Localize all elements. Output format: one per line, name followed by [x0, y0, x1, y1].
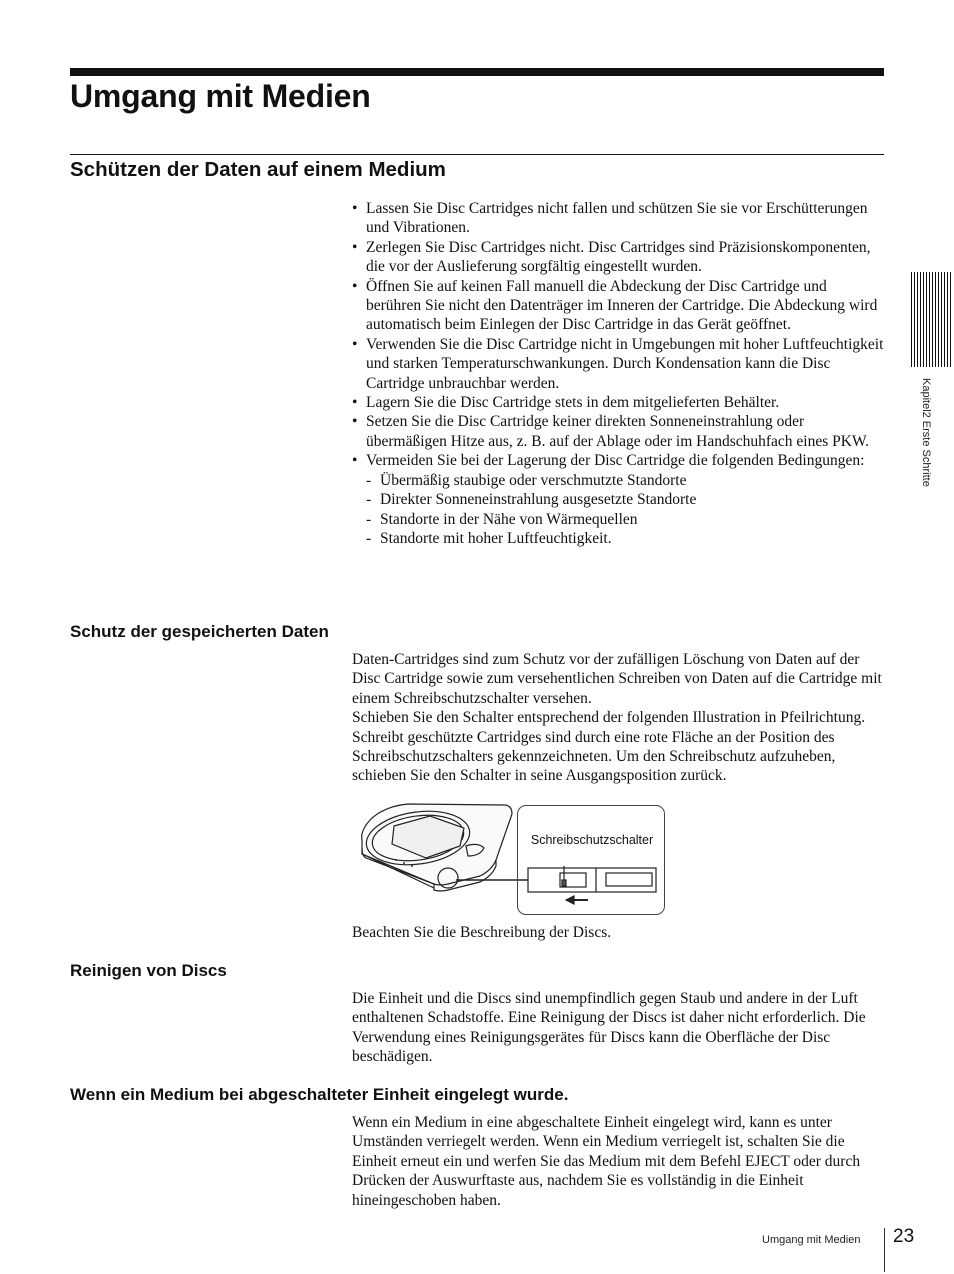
callout-label: Schreibschutzschalter	[530, 833, 654, 847]
page-title: Umgang mit Medien	[70, 78, 371, 114]
section-title: Schützen der Daten auf einem Medium	[70, 158, 446, 181]
condition-item: - Übermäßig staubige oder verschmutzte Standorte	[366, 471, 884, 490]
subsection-title-cleaning: Reinigen von Discs	[70, 961, 227, 980]
bullet-item: • Zerlegen Sie Disc Cartridges nicht. Disc Cartridges sind Präzisionskomponenten, die vor der Auslieferung sorgfältig eingestellt wurden.	[352, 238, 884, 277]
bullet-item: • Setzen Sie die Disc Cartridge keiner direkten Sonneneinstrahlung oder übermäßigen Hitze aus, z. B. auf der Ablage oder im Handschuhfach eines PKW.	[352, 412, 884, 451]
bullet-item: • Lagern Sie die Disc Cartridge stets in dem mitgelieferten Behälter.	[352, 393, 884, 412]
figure-caption: Beachten Sie die Beschreibung der Discs.	[352, 924, 612, 941]
condition-item: - Standorte mit hoher Luftfeuchtigkeit.	[366, 529, 884, 548]
chapter-tab-marker	[911, 272, 953, 367]
bullet-text: Vermeiden Sie bei der Lagerung der Disc Cartridge die folgenden Bedingungen:	[366, 452, 865, 470]
condition-item: - Standorte in der Nähe von Wärmequellen	[366, 510, 884, 529]
footer-divider	[884, 1228, 885, 1272]
page-number: 23	[893, 1226, 915, 1247]
bullet-item: • Lassen Sie Disc Cartridges nicht fallen und schützen Sie sie vor Erschütterungen und Vibrationen.	[352, 199, 884, 238]
condition-item: - Direkter Sonneneinstrahlung ausgesetzte Standorte	[366, 490, 884, 509]
handling-list	[352, 199, 884, 548]
bullet-item: • Öffnen Sie auf keinen Fall manuell die Abdeckung der Disc Cartridge und berühren Sie nicht den Datenträger im Inneren der Cartridge. Die Abdeckung wird automatisch beim Einlegen der Disc Cartridge in das Gerät geöffnet.	[352, 277, 884, 335]
paragraph: Die Einheit und die Discs sind unempfindlich gegen Staub und andere in der Luft enthaltenen Schadstoffe. Eine Reinigung der Discs ist daher nicht erforderlich. Die Verwendung eines Reinigungsgerätes für Discs kann die Oberfläche der Disc beschädigen.	[352, 990, 866, 1066]
protection-text	[352, 650, 884, 786]
write-protect-switch-icon	[526, 862, 658, 908]
cleaning-text	[352, 989, 884, 1067]
footer-running-title: Umgang mit Medien	[762, 1234, 861, 1246]
chapter-tab-label: Kapitel2 Erste Schritte	[920, 378, 932, 487]
write-protect-callout	[517, 805, 665, 915]
paragraph: Schieben Sie den Schalter entsprechend der folgenden Illustration in Pfeilrichtung. Schreibt geschützte Cartridges sind durch eine rote Fläche an der Position des Schreibschutzschalters gekennzeichneten. Um den Schreibschutz aufzuheben, schieben Sie den Schalter in seine Ausgangsposition zurück.	[352, 709, 866, 785]
bullet-item	[352, 451, 884, 548]
paragraph: Daten-Cartridges sind zum Schutz vor der zufälligen Löschung von Daten auf der Disc Cartridge sowie zum versehentlichen Schreiben von Daten auf die Cartridge mit einem Schreibschutzschalter versehen.	[352, 651, 882, 707]
subsection-title-locked-medium: Wenn ein Medium bei abgeschalteter Einheit eingelegt wurde.	[70, 1085, 569, 1104]
bullet-item: • Verwenden Sie die Disc Cartridge nicht in Umgebungen mit hoher Luftfeuchtigkeit und starken Temperaturschwankungen. Durch Kondensation kann die Disc Cartridge unbrauchbar werden.	[352, 335, 884, 393]
locked-medium-text	[352, 1113, 884, 1210]
subsection-title-protection: Schutz der gespeicherten Daten	[70, 622, 329, 641]
section-rule	[70, 154, 884, 155]
title-rule	[70, 68, 884, 76]
paragraph: Wenn ein Medium in eine abgeschaltete Einheit eingelegt wird, kann es unter Umständen verriegelt werden. Wenn ein Medium verriegelt ist, schalten Sie die Einheit erneut ein und werfen Sie das Medium mit dem Befehl EJECT oder durch Drücken der Auswurftaste aus, nachdem Sie es vollständig in die Einheit hineingeschoben haben.	[352, 1114, 861, 1209]
condition-list	[366, 471, 884, 549]
